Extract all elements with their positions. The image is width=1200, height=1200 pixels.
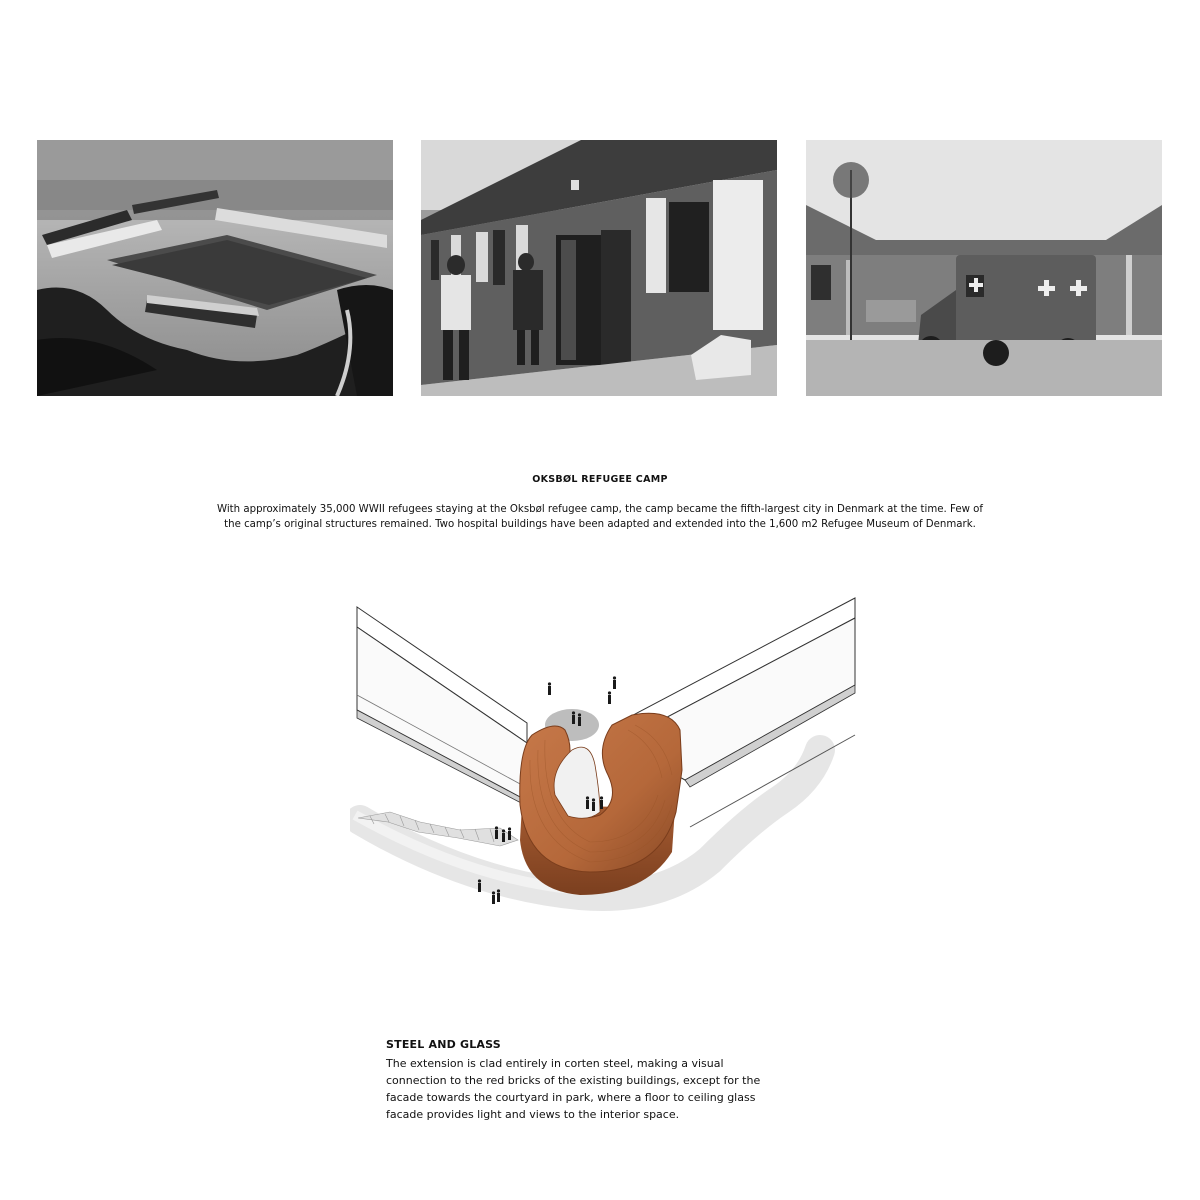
steel-section-paragraph (386, 1055, 806, 1123)
camp-section-paragraph (200, 502, 1000, 532)
paragraph-line: The extension is clad entirely in corten steel, making a visual (386, 1057, 724, 1070)
paragraph-line: connection to the red bricks of the existing buildings, except for the (386, 1074, 761, 1087)
camp-section-title: OKSBØL REFUGEE CAMP (532, 474, 668, 485)
ambulance-photo (806, 140, 1162, 396)
aerial-camp-photo (37, 140, 393, 396)
museum-axonometric-diagram (350, 590, 870, 920)
paragraph-line: With approximately 35,000 WWII refugees staying at the Oksbøl refugee camp, the camp became the fifth-largest city in Denmark at the time. Few of (216, 504, 983, 515)
steel-section-title: STEEL AND GLASS (386, 1038, 501, 1051)
paragraph-line: facade towards the courtyard in park, where a floor to ceiling glass (386, 1091, 756, 1104)
paragraph-line: facade provides light and views to the interior space. (386, 1108, 680, 1121)
building-entrance-photo (421, 140, 777, 396)
existing-building-left (357, 607, 527, 805)
paragraph-line: the camp’s original structures remained. Two hospital buildings have been adapted and extended into the 1,600 m2 Refugee Museum of Denmark. (224, 519, 976, 530)
